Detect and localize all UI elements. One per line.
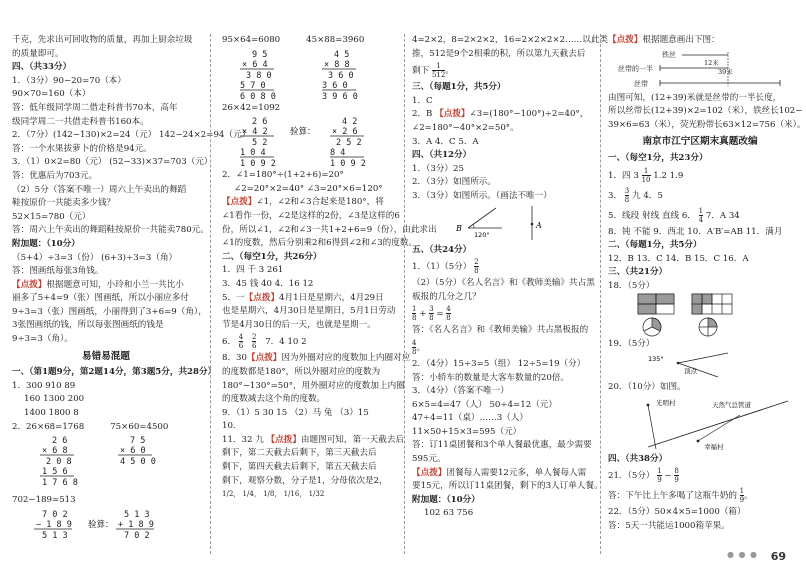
denominator: 8 bbox=[429, 314, 434, 323]
svg-text:4 5: 4 5 bbox=[334, 49, 350, 60]
section-title: 南京市江宁区期末真题改编 bbox=[642, 136, 758, 148]
answer-line: 52×15=780（元） bbox=[12, 211, 91, 222]
svg-text:4 2: 4 2 bbox=[342, 117, 358, 128]
section-heading: 二、（每题1分，共5分） bbox=[608, 240, 702, 251]
answer-line: 1．（3分）25 bbox=[412, 163, 464, 174]
numerator: 3 bbox=[429, 305, 434, 314]
numerator: 1 bbox=[242, 490, 247, 499]
fraction bbox=[432, 62, 445, 79]
section-heading: 一、（每空1分，共23分） bbox=[608, 152, 708, 163]
column-divider bbox=[210, 34, 212, 554]
text-line: 剩下 bbox=[412, 66, 430, 77]
text-line: 9÷3=3（张）图画纸，小丽得到了3+6=9（角）， bbox=[12, 306, 207, 317]
numerator: 1 bbox=[698, 206, 704, 215]
answer-number: 6． bbox=[222, 337, 237, 348]
line-segment-diagram bbox=[608, 48, 792, 92]
answer-line: 板报的几分之几？ bbox=[412, 291, 481, 302]
text-line: 所以丝带长(12+39)×2=102（米），铁丝长102− bbox=[608, 106, 803, 117]
section-heading: 五、（共24分） bbox=[412, 244, 472, 255]
answer-line: 答：5天一共能运1000箱苹果。 bbox=[608, 520, 730, 531]
answer-line: 6×5=4=47（人） 50÷4=12（元） bbox=[412, 399, 557, 410]
tip-text: ∠1，∠2和∠3合起来是180°，将 bbox=[256, 197, 384, 208]
fraction bbox=[674, 467, 678, 484]
denominator: 8 bbox=[412, 347, 417, 356]
angle-drawing-figure bbox=[608, 351, 792, 381]
numerator: 8 bbox=[674, 467, 679, 476]
svg-text:3 9 6 0: 3 9 6 0 bbox=[322, 91, 358, 102]
denominator: 8 bbox=[446, 314, 451, 323]
text-line: 4=2×2，8=2×2×2，16=2×2×2×2……以此类 bbox=[412, 35, 609, 45]
svg-text:5 2: 5 2 bbox=[252, 138, 268, 149]
section-heading: 三、（共21分） bbox=[608, 267, 668, 278]
svg-text:1 7 6 8: 1 7 6 8 bbox=[42, 478, 78, 489]
svg-text:× 2 6: × 2 6 bbox=[332, 127, 358, 138]
numerator: 2 bbox=[252, 333, 257, 342]
svg-text:2 5 2: 2 5 2 bbox=[336, 138, 362, 149]
text-line: 要15元，所以订11桌团餐，剩下的3人订单人餐。 bbox=[412, 481, 603, 492]
section-heading: 附加题：（10分） bbox=[12, 238, 80, 249]
tip-text: ∠3=(180°−100°)÷2=40°， bbox=[469, 109, 589, 120]
answer-number: 2．B bbox=[412, 109, 433, 120]
answer-line: （5+4）÷3=3（份） (6+3)÷3=3（角） bbox=[12, 252, 178, 263]
answer-line: 19．（5分） bbox=[608, 338, 655, 349]
answer-line: 九 4．5 bbox=[632, 190, 663, 201]
svg-text:2 0 8: 2 0 8 bbox=[46, 457, 72, 468]
fraction bbox=[252, 333, 256, 350]
tip-tag: 【点拨】 bbox=[222, 197, 257, 208]
tip-tag: 【点拨】 bbox=[435, 109, 470, 120]
answer-line: 级同学周二一共借走科普书160本。 bbox=[12, 116, 149, 127]
answer-line: 3．（3分）如图所示。（画法不唯一） bbox=[412, 190, 552, 201]
svg-text:× 8 8: × 8 8 bbox=[324, 59, 350, 70]
answer-line: 595元。 bbox=[412, 454, 446, 465]
denominator: 2 bbox=[228, 490, 234, 499]
svg-text:× 6 4: × 6 4 bbox=[242, 59, 268, 70]
text-line: 的质量即可。 bbox=[12, 48, 64, 59]
column-divider bbox=[404, 34, 406, 554]
numerator: 4 bbox=[238, 333, 244, 342]
tip-tag: 【点拨】 bbox=[12, 279, 47, 290]
column-3: 4=2×2，8=2×2×2，16=2×2×2×2……以此类 推，512是9个2相乘的积，所以第九天截去后 剩下 $\frac{1}{512}$ 。 三、（每题1分，共5分） 1．C 2．B 【点拨】∠3=(180°−100°)÷2=40°， ∠2=180°−40°×2=50°。 3．A 4．C 5．A 四、（共12分） 1．（3分）25 2．（3分）如图所示。 3．（3分）如图所示。（画法不唯一） B 120° A 五、（共24分） 1．（1）（5分） $\frac{2}{8}$ （2）（5分）《名人名言》和《教师美输》共占黑 板报的几分之几？ $\frac{1}{8}$ + $\frac{3}{8}$ = $\frac{4}{8}$ 答：《名人名言》和《教师美输》共占黑板报的 $\frac{4}{8}$ 。 2．（4分）15÷3=5（组） 12÷5=19（分） 答：小轿车的数量是大客车数量的20倍。 3．（4分）（答案不唯一） 6×5=4=47（人） 50÷4=12（元） 47÷4=11（桌）……3（人） 11×50+15×3=595（元） 答：订11桌团餐和3个单人餐最优惠，最少需要 595元。 【点拨】团餐每人需要12元多，单人餐每人需 要15元，所以订11桌团餐，剩下的3人订单人餐。 附加题：（10分） 102 63 756 bbox=[412, 34, 594, 521]
denominator: 9 bbox=[657, 476, 662, 485]
page-dots-decoration: ● ● ● bbox=[726, 550, 758, 559]
denominator: 8 bbox=[269, 490, 275, 499]
denominator: 16 bbox=[290, 490, 300, 499]
answer-line: 5．线段 射线 直线 6． bbox=[608, 210, 696, 221]
section-heading: 三、（每题1分，共5分） bbox=[412, 82, 506, 93]
text-line: 也是星期六，4月30日是星期日，5月1日劳动 bbox=[222, 306, 396, 317]
answer-line: 3．45 钱 40 4．16 12 bbox=[222, 278, 314, 289]
point-label-b: B bbox=[456, 223, 462, 233]
angle-figure bbox=[412, 204, 594, 244]
fraction bbox=[625, 187, 629, 204]
text-line: 千克，先求出可回收物的质量，再加上厨余垃圾 bbox=[12, 35, 193, 45]
answer-line: 12．B 13．C 14．B 15．C 16．A bbox=[608, 253, 749, 264]
section-heading: 附加题：（10分） bbox=[412, 494, 480, 505]
map-figure bbox=[608, 395, 792, 453]
answer-line: 45×88=3960 bbox=[306, 35, 365, 45]
fraction bbox=[657, 467, 661, 484]
answer-line: 1．C bbox=[412, 95, 433, 106]
tip-text: 4月1日是星期六，4月29日 bbox=[279, 292, 384, 303]
segment-label: 丝带 bbox=[634, 79, 648, 88]
text-line: 节是4月30日的后一天，也就是星期一。 bbox=[222, 319, 376, 330]
section-heading: 四、（共38分） bbox=[608, 453, 668, 464]
answer-line: 9．（1）5 30 15 （2）马 兔 （3）15 bbox=[222, 407, 369, 418]
answer-number: 8．30 bbox=[222, 353, 247, 364]
text-line: 9÷3=3（角）。 bbox=[12, 334, 73, 345]
answer-line: 1．四 3 bbox=[608, 170, 639, 181]
answer-line: 2．26×68=1768 bbox=[12, 421, 85, 432]
svg-text:1 0 9 2: 1 0 9 2 bbox=[240, 159, 276, 170]
numerator: 4 bbox=[446, 305, 451, 314]
denominator: 8 bbox=[474, 267, 479, 276]
answer-line: 答：订11桌团餐和3个单人餐最优惠，最少需要 bbox=[412, 440, 592, 451]
answer-line: 答：低年级同学周二借走科普书70本，高年 bbox=[12, 102, 178, 113]
fraction bbox=[412, 339, 416, 356]
place-label: 幸福村 bbox=[704, 442, 724, 451]
svg-text:× 4 2: × 4 2 bbox=[242, 127, 268, 138]
answer-line: 答：一个水果拔萝卜的价格是94元。 bbox=[12, 143, 152, 154]
text-line: ∠2=180°−40°×2=50°。 bbox=[412, 122, 519, 133]
column-4: 【点拨】根据题意画出下图： 铁丝 丝带的一半 丝带 12米 39米 由图可知，(12+39)米就是丝带的一半长度， 所以丝带长(12+39)×2=102（米），铁丝长102− 39×6=63（米），荧光粉带长63×12=756（米）。 南京市江宁区期末真题改编 一、（每空1分，共23分） 1．四 3 $\frac{1}{10}$ 1.2 1.9 3． $\frac{3}{8}$ 九 4．5 5．线段 射线 直线 6． $\frac{1}{4}$ 7．A 34 8．钝 不能 9．西北 10．A′B′=AB 11．满月 二、（每题1分，共5分） 12．B 13．C 14．B 15．C 16．A 三、（共21分） 18．（5分） 19．（5分） 135° 顶点 20．（10分）如图。 光明村 天然气总管道 幸福村 四、（共38分） 21．（5分） $\frac{1}{9}$ − $\frac{8}{9}$ 答：下午比上午多喝了这瓶牛奶的 $\frac{1}{9}$ 。 22．（5分）50×4×5=1000（箱） 答：5天一共能运1000箱苹果。 bbox=[608, 34, 792, 534]
denominator: 8 bbox=[412, 314, 417, 323]
text-line: ∠1看作一份，∠2是这样的2份，∠3是这样的6 bbox=[222, 210, 400, 221]
numerator: 1 bbox=[657, 467, 662, 476]
svg-text:3 6 0: 3 6 0 bbox=[322, 80, 348, 91]
angle-label: 135° bbox=[648, 355, 664, 364]
vertex-label: 顶点 bbox=[684, 367, 697, 376]
answer-line: 1400 1800 8 bbox=[24, 408, 79, 419]
numerator: 3 bbox=[624, 186, 630, 195]
answer-line: 答：小轿车的数量是大客车数量的20倍。 bbox=[412, 372, 570, 383]
answer-line: 3．（1）0×2=80（元） (52−33)×37=703（元） bbox=[12, 157, 213, 168]
svg-text:2 6: 2 6 bbox=[52, 436, 68, 447]
answer-line: 90×70=160（本） bbox=[12, 89, 91, 100]
svg-text:9 5: 9 5 bbox=[252, 49, 268, 60]
numerator: 1 bbox=[412, 305, 417, 314]
answer-line: 鞋按原价一共能卖多少钱？ bbox=[12, 198, 116, 209]
denominator: 6 bbox=[252, 342, 257, 351]
segment-value: 12米 bbox=[704, 58, 719, 67]
svg-text:+ 1 8 9: + 1 8 9 bbox=[118, 519, 154, 530]
denominator: 6 bbox=[238, 342, 244, 351]
fraction bbox=[429, 305, 433, 322]
numerator: 2 bbox=[474, 258, 479, 267]
fraction bbox=[699, 207, 703, 224]
text-line: 由图可知，(12+39)米就是丝带的一半长度， bbox=[608, 92, 782, 103]
answer-line: 160 1300 200 bbox=[24, 394, 85, 405]
text-line: 剩下，第四天截去后剩下，第五天截去后 bbox=[222, 462, 377, 473]
answer-line: 702−189=513 bbox=[12, 495, 76, 506]
fraction bbox=[740, 487, 744, 504]
denominator: 4 bbox=[249, 490, 254, 499]
fraction-grids-figure bbox=[608, 294, 792, 338]
segment-label: 丝带的一半 bbox=[618, 64, 653, 73]
point-label-a: A bbox=[536, 220, 542, 230]
tip-text: 由题图可知，第一天截去后 bbox=[300, 434, 405, 445]
text-line: ∠1的度数，然后分别乘2和6得到∠2和∠3的度数。 bbox=[222, 238, 418, 249]
answer-line: ∠2=20°×2=40° ∠3=20°×6=120° bbox=[234, 183, 383, 194]
section-title: 易错易混题 bbox=[82, 350, 130, 362]
place-label: 光明村 bbox=[656, 398, 676, 407]
text-line: 份，所以∠1，∠2和∠3一共1+2+6=9（份），由此求出 bbox=[222, 224, 437, 235]
answer-line: 答：《名人名言》和《教师美输》共占黑板报的 bbox=[412, 325, 589, 336]
svg-text:7 5: 7 5 bbox=[130, 436, 146, 447]
numerator: 1 bbox=[642, 167, 651, 176]
answer-number: 5．一 bbox=[222, 292, 245, 303]
answer-line: 18．（5分） bbox=[608, 280, 655, 291]
section-heading: 一、（第1题9分，第2题14分，第3题5分，共28分） bbox=[12, 367, 217, 378]
svg-text:7 0 2: 7 0 2 bbox=[124, 530, 150, 541]
numerator: 1 bbox=[222, 490, 227, 499]
denominator: 4 bbox=[698, 215, 704, 224]
section-heading: 二、（每空1分，共26分） bbox=[222, 251, 322, 262]
vertical-arithmetic bbox=[12, 434, 200, 494]
text-line: 39×6=63（米），荧光粉带长63×12=756（米）。 bbox=[608, 119, 806, 130]
text-line: 剩下，第二天截去后剩下，第三天截去后 bbox=[222, 448, 377, 459]
fraction-list: 1/2， 1/4， 1/8， 1/16， 1/32 bbox=[222, 490, 325, 499]
vertical-arithmetic-check bbox=[12, 508, 200, 548]
text-line: 剩下，观察分数，分子是1，分母依次是2， bbox=[222, 475, 388, 486]
tip-tag: 【点拨】 bbox=[412, 467, 447, 478]
numerator: 4 bbox=[412, 338, 417, 347]
answer-line: 7．A 34 bbox=[705, 210, 740, 221]
answer-line: 11×50+15×3=595（元） bbox=[412, 426, 522, 437]
answer-line: 75×60=4500 bbox=[110, 421, 169, 432]
angle-label: 120° bbox=[474, 230, 490, 239]
place-label: 天然气总管道 bbox=[712, 400, 751, 409]
fraction bbox=[474, 258, 478, 275]
answer-line: 1．（3分）90−20=70（本） bbox=[12, 75, 126, 86]
answer-line: （2）5分（答案不唯一）周六上午卖出的舞蹈 bbox=[12, 184, 187, 195]
svg-text:2 6: 2 6 bbox=[252, 117, 268, 128]
answer-line: 26×42=1092 bbox=[222, 102, 281, 113]
denominator: 9 bbox=[739, 496, 745, 505]
answer-number: 11．32 九 bbox=[222, 434, 264, 445]
tip-tag: 【点拨】 bbox=[266, 434, 301, 445]
text-line: 丽多了5+4=9（张）图画纸，所以小丽应多付 bbox=[12, 293, 189, 304]
svg-text:× 6 8: × 6 8 bbox=[42, 446, 68, 457]
answer-line: 8．钝 不能 9．西北 10．A′B′=AB 11．满月 bbox=[608, 226, 783, 237]
svg-text:4 5 0 0: 4 5 0 0 bbox=[120, 457, 156, 468]
answer-line: 1.2 1.9 bbox=[653, 170, 684, 181]
svg-text:6 0 8 0: 6 0 8 0 bbox=[240, 91, 276, 102]
text-line: 3张图画纸的钱，所以每张图画纸的钱是 bbox=[12, 320, 164, 331]
svg-text:3 8 0: 3 8 0 bbox=[246, 70, 272, 81]
answer-line: 7．4 10 2 bbox=[265, 337, 307, 348]
answer-line: 47÷4=11（桌）……3（人） bbox=[412, 413, 528, 424]
text-line: 180°−130°=50°，用外圈对应的度数加上内圈 bbox=[222, 380, 405, 391]
answer-line: 答：图画纸每张3角钱。 bbox=[12, 266, 104, 277]
answer-line: 答：周六上午卖出的舞蹈鞋按原价一共能卖780元。 bbox=[12, 225, 209, 236]
numerator: 1 bbox=[308, 490, 314, 499]
answer-line: 2．（3分）如图所示。 bbox=[412, 177, 496, 188]
page-number: 69 bbox=[770, 550, 786, 563]
check-label: 验算： bbox=[290, 127, 316, 138]
tip-tag: 【点拨】 bbox=[244, 292, 280, 303]
answer-line: 10． bbox=[222, 421, 242, 432]
answer-line: 21．（5分） bbox=[608, 471, 655, 482]
svg-text:× 6 0: × 6 0 bbox=[120, 446, 146, 457]
tip-text: 团餐每人需要12元多，单人餐每人需 bbox=[446, 467, 587, 478]
answer-line: 22．（5分）50×4×5=1000（箱） bbox=[608, 507, 746, 518]
vertical-arithmetic bbox=[222, 48, 400, 102]
section-heading: 四、（共12分） bbox=[412, 150, 472, 161]
answer-line: 3．（4分）（答案不唯一） bbox=[412, 386, 509, 397]
text-line: 的度数都是180°，所以外圈对应的度数为 bbox=[222, 366, 381, 377]
svg-text:8 4: 8 4 bbox=[330, 148, 346, 159]
svg-text:7 0 2: 7 0 2 bbox=[42, 509, 68, 520]
fraction bbox=[239, 333, 243, 350]
numerator: 1 bbox=[263, 490, 268, 499]
denominator: 9 bbox=[674, 476, 679, 485]
tip-text: 因为外圈对应的度数加上内圈对应 bbox=[281, 353, 411, 364]
check-label: 验算： bbox=[88, 519, 114, 530]
fraction bbox=[446, 305, 450, 322]
answer-line: 2．∠1=180°÷(1+2+6)=20° bbox=[222, 170, 344, 181]
answer-line: 1．（1）（5分） bbox=[412, 262, 472, 273]
fraction bbox=[642, 167, 651, 184]
svg-text:3 6 0: 3 6 0 bbox=[328, 70, 354, 81]
answer-line: 答：优惠后为703元。 bbox=[12, 170, 98, 181]
text-line: 的度数减去这个角的度数。 bbox=[222, 394, 326, 405]
segment-label: 铁丝 bbox=[662, 50, 676, 59]
svg-text:1 0 4: 1 0 4 bbox=[240, 148, 266, 159]
answer-line: 2．（7分）(142−130)×2=24（元） 142−24×2=94（元） bbox=[12, 130, 251, 141]
denominator: 32 bbox=[315, 490, 325, 499]
answer-line: 答：下午比上午多喝了这瓶牛奶的 bbox=[608, 491, 737, 502]
answer-line: （2）（5分）《名人名言》和《教师美输》共占黑 bbox=[412, 278, 595, 289]
segment-value: 39米 bbox=[718, 67, 733, 76]
denominator: 10 bbox=[641, 175, 651, 184]
numerator: 1 bbox=[739, 487, 745, 496]
answer-line: 20．（10分）如图。 bbox=[608, 382, 686, 393]
section-heading: 四、（共33分） bbox=[12, 62, 72, 73]
vertical-arithmetic-check bbox=[222, 115, 400, 169]
column-divider bbox=[600, 34, 602, 554]
svg-text:− 1 8 9: − 1 8 9 bbox=[36, 519, 72, 530]
svg-text:5 1 3: 5 1 3 bbox=[124, 509, 150, 520]
answer-line: 1．四 千 3 261 bbox=[222, 265, 284, 276]
svg-text:1 0 9 2: 1 0 9 2 bbox=[330, 159, 366, 170]
text-line: 推，512是9个2相乘的积，所以第九天截去后 bbox=[412, 48, 586, 59]
answer-line: 1．300 910 89 bbox=[12, 380, 76, 391]
answer-line: 102 63 756 bbox=[424, 508, 474, 519]
tip-text: 根据题意可知，小玲和小兰一共比小 bbox=[46, 279, 184, 290]
svg-text:5 1 3: 5 1 3 bbox=[42, 530, 68, 541]
numerator: 1 bbox=[283, 490, 289, 499]
answer-line: 3．A 4．C 5．A bbox=[412, 136, 479, 147]
answer-line: 2．（4分）15÷3=5（组） 12÷5=19（分） bbox=[412, 358, 586, 369]
denominator: 8 bbox=[624, 195, 630, 204]
fraction bbox=[412, 305, 416, 322]
denominator: 512 bbox=[431, 71, 446, 80]
answer-number: 3． bbox=[608, 190, 623, 201]
answer-line: 95×64=6080 bbox=[222, 35, 281, 45]
svg-text:1 5 6: 1 5 6 bbox=[42, 467, 68, 478]
tip-tag: 【点拨】 bbox=[608, 35, 643, 45]
svg-text:5 7 0: 5 7 0 bbox=[240, 80, 266, 91]
fraction-equation: $\frac{1}{8}$ + $\frac{3}{8}$ = $\frac{4}{8}$ bbox=[412, 305, 451, 323]
tip-text: 根据题意画出下图： bbox=[642, 35, 720, 45]
tip-tag: 【点拨】 bbox=[247, 353, 282, 364]
numerator: 1 bbox=[432, 62, 445, 71]
